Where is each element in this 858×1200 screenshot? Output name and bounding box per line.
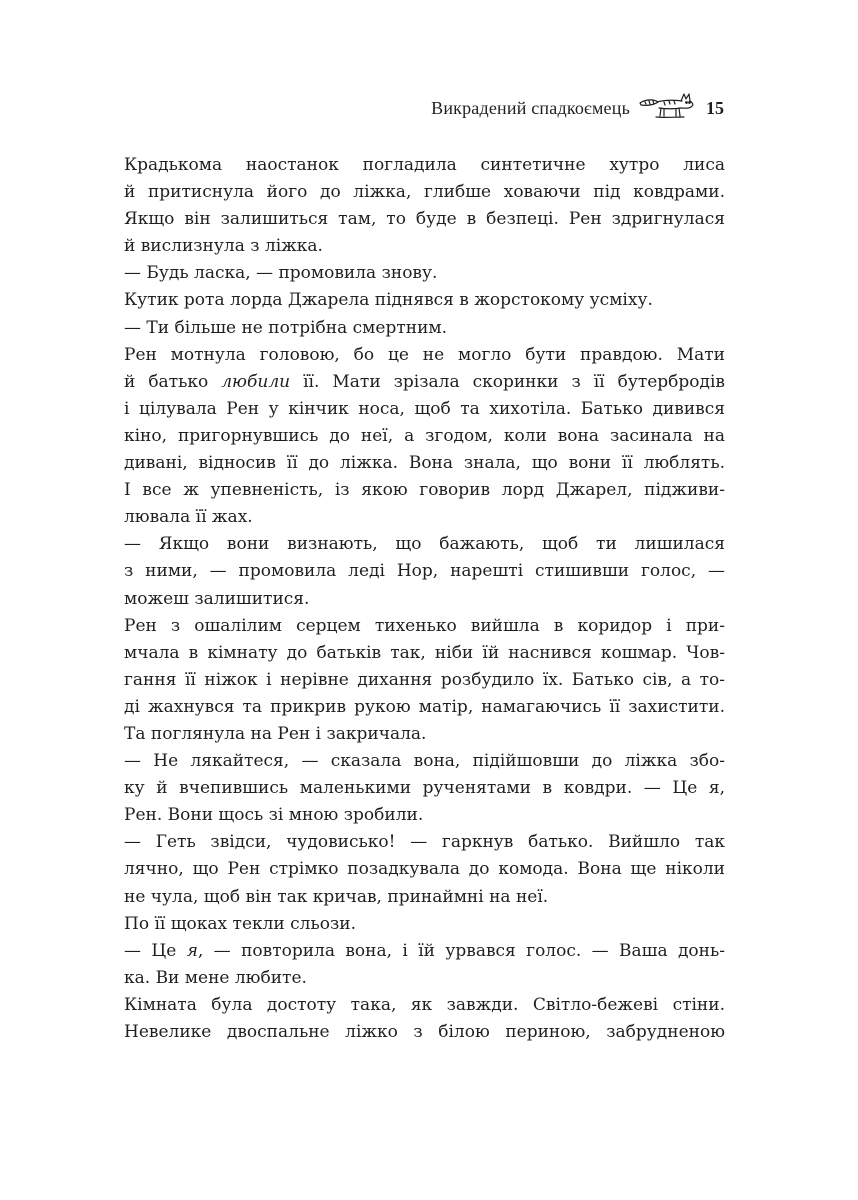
text-line: Рен. Вони щось зі мною зробили. (124, 805, 424, 826)
text-line: й вислизнула з ліжка. (124, 236, 323, 257)
text-line: — Якщо вони визнають, що бажають, щоб ти лишилася (124, 534, 725, 555)
text-fragment: , — повторила вона, і їй урвався голос. — Ваша донь- (197, 940, 725, 961)
text-line (124, 369, 725, 396)
text-line: ка. Ви мене любите. (124, 967, 307, 988)
fox-doodle-icon (638, 91, 696, 123)
text-line: гання її ніжок і нерівне дихання розбудило їх. Батько сів, а то- (124, 669, 725, 690)
text-line: — Геть звідси, чудовисько! — гаркнув батько. Вийшло так (124, 832, 725, 853)
text-line: Рен мотнула головою, бо це не могло бути правдою. Мати (124, 344, 725, 365)
text-line: Та поглянула на Рен і закричала. (124, 723, 427, 744)
text-line: По її щоках текли сльози. (124, 913, 356, 934)
text-line: — Будь ласка, — промовила знову. (124, 263, 438, 284)
italic-emphasis: любили (221, 371, 291, 392)
text-line: ку й вчепившись маленькими рученятами в ковдри. — Це я, (124, 778, 725, 799)
text-line: мчала в кімнату до батьків так, ніби їй наснився кошмар. Чов- (124, 642, 725, 663)
text-line: не чула, щоб він так кричав, принаймні на неї. (124, 886, 549, 907)
text-line (124, 938, 725, 965)
running-title: Викрадений спадкоємець (431, 98, 630, 118)
text-line: І все ж упевненість, із якою говорив лорд Джарел, підживи- (124, 480, 725, 501)
text-line: — Ти більше не потрібна смертним. (124, 317, 448, 338)
text-line: Крадькома наостанок погладила синтетичне хутро лиса (124, 155, 725, 175)
body-text (124, 152, 725, 1046)
page-number: 15 (706, 98, 724, 118)
text-line: Якщо він залишиться там, то буде в безпеці. Рен здригнулася (124, 209, 725, 230)
text-line: дивані, відносив її до ліжка. Вона знала, що вони її люблять. (124, 453, 725, 474)
text-line: з ними, — промовила леді Нор, нарешті стишивши голос, — (124, 561, 725, 582)
text-fragment: її. Мати зрізала скоринки з її бутербродів (290, 371, 725, 392)
text-fragment: й батько (124, 371, 222, 392)
italic-emphasis: я (186, 940, 198, 961)
text-line: лювала її жах. (124, 507, 253, 528)
running-head (0, 95, 858, 125)
text-line: ді жахнувся та прикрив рукою матір, намагаючись її захистити. (124, 696, 725, 717)
text-line: кіно, пригорнувшись до неї, а згодом, коли вона засинала на (124, 425, 725, 446)
text-line: Рен з ошалілим серцем тихенько вийшла в коридор і при- (124, 615, 725, 636)
text-line: Кімната була достоту така, як завжди. Світло-бежеві стіни. (124, 994, 725, 1015)
text-line: Невелике двоспальне ліжко з білою периною, забрудненою (124, 1022, 725, 1042)
text-line: й притиснула його до ліжка, глибше ховаючи під ковдрами. (124, 182, 725, 203)
text-fragment: — Це (124, 940, 187, 961)
text-line: можеш залишитися. (124, 588, 310, 609)
text-line: Кутик рота лорда Джарела піднявся в жорстокому усміху. (124, 290, 653, 311)
text-line: лячно, що Рен стрімко позадкувала до комода. Вона ще ніколи (124, 859, 725, 880)
text-line: і цілувала Рен у кінчик носа, щоб та хихотіла. Батько дивився (124, 398, 725, 419)
text-line: — Не лякайтеся, — сказала вона, підійшовши до ліжка збо- (124, 751, 725, 772)
